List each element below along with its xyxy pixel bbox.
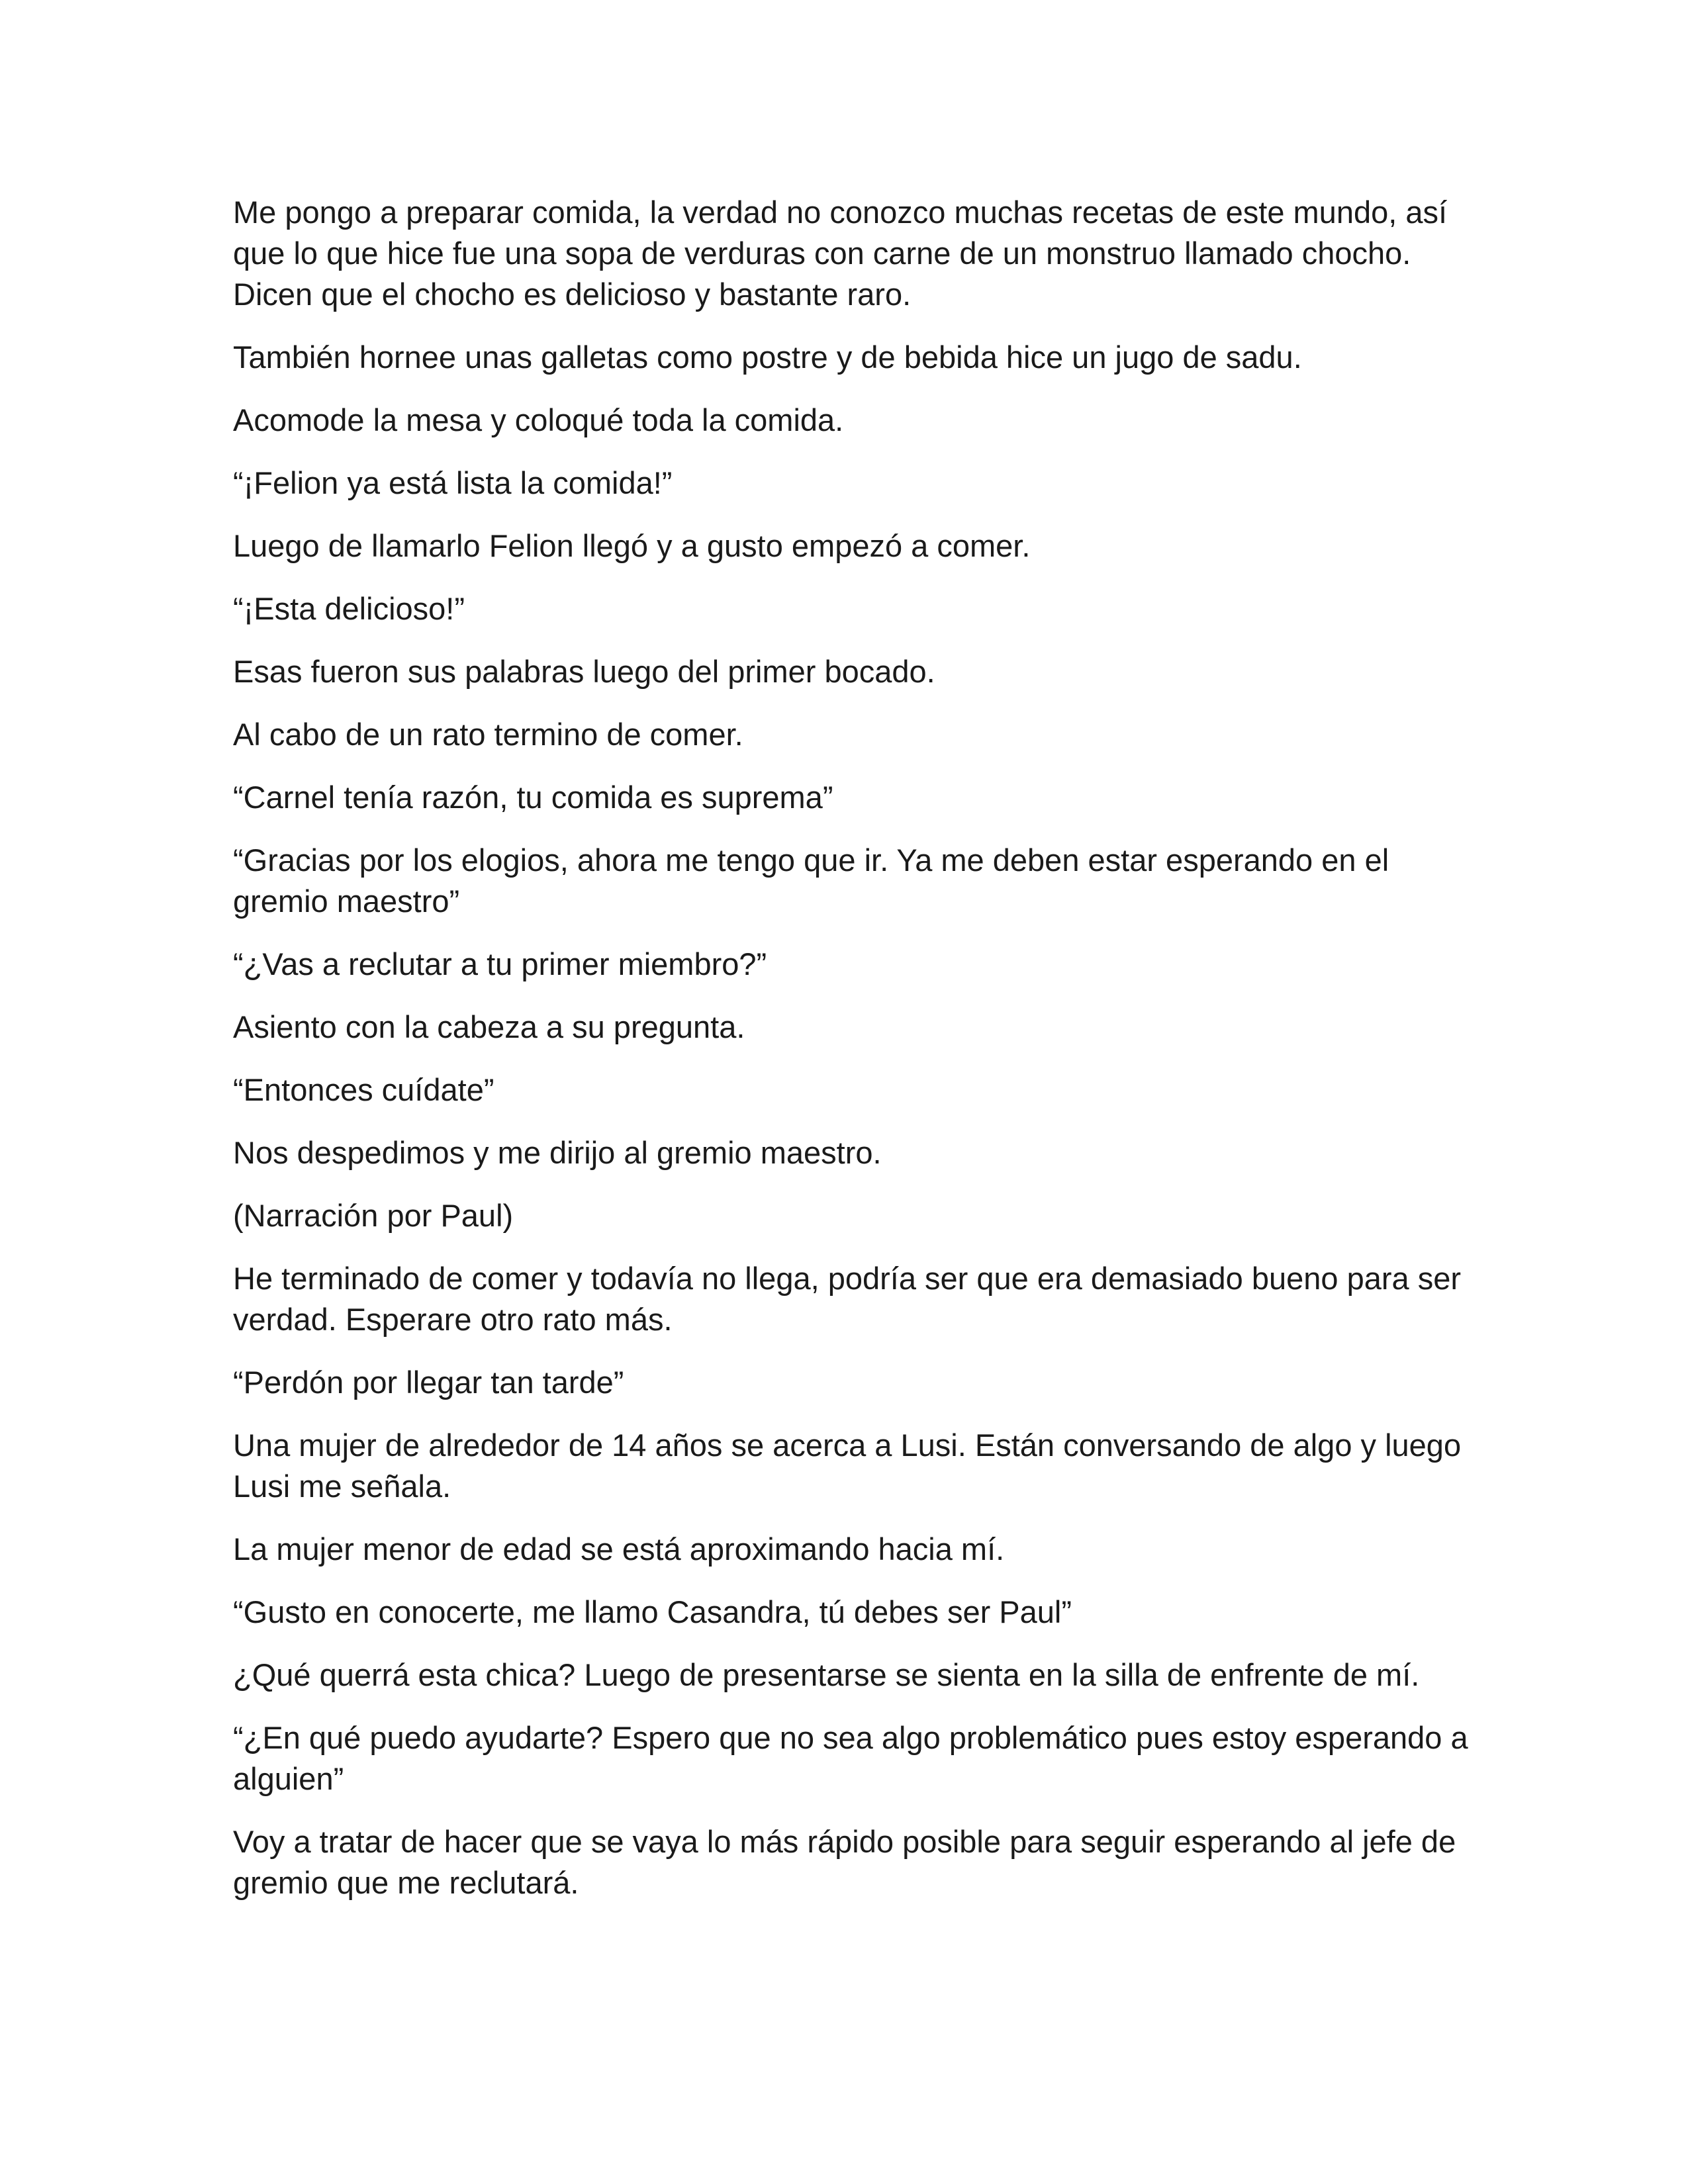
paragraph: Asiento con la cabeza a su pregunta. [233,1009,745,1044]
dialogue-line: “¡Felion ya está lista la comida!” [233,465,673,500]
dialogue-line: “¿En qué puedo ayudarte? Espero que no sea algo problemático pues estoy esperando a alguien” [233,1720,1468,1796]
dialogue-line: “¡Esta delicioso!” [233,591,465,626]
narration-heading: (Narración por Paul) [233,1198,514,1233]
dialogue-line: “Carnel tenía razón, tu comida es suprema” [233,780,833,815]
paragraph: También hornee unas galletas como postre y de bebida hice un jugo de sadu. [233,340,1302,375]
paragraph: ¿Qué querrá esta chica? Luego de presentarse se sienta en la silla de enfrente de mí. [233,1657,1420,1692]
paragraph: Luego de llamarlo Felion llegó y a gusto empezó a comer. [233,528,1031,563]
paragraph: Voy a tratar de hacer que se vaya lo más rápido posible para seguir esperando al jefe de gremio que me reclutará. [233,1824,1456,1900]
paragraph: Una mujer de alrededor de 14 años se acerca a Lusi. Están conversando de algo y luego Lusi me señala. [233,1428,1462,1504]
dialogue-line: “Gracias por los elogios, ahora me tengo que ir. Ya me deben estar esperando en el gremio maestro” [233,842,1389,919]
dialogue-line: “¿Vas a reclutar a tu primer miembro?” [233,946,767,981]
paragraph: Me pongo a preparar comida, la verdad no conozco muchas recetas de este mundo, así que lo que hice fue una sopa de verduras con carne de un monstruo llamado chocho. Dicen que el chocho es delicioso y bastante raro. [233,195,1448,312]
paragraph: Nos despedimos y me dirijo al gremio maestro. [233,1135,882,1170]
dialogue-line: “Perdón por llegar tan tarde” [233,1365,624,1400]
paragraph: La mujer menor de edad se está aproximando hacia mí. [233,1531,1005,1567]
dialogue-line: “Entonces cuídate” [233,1072,494,1107]
document-body [233,192,1477,1925]
paragraph: He terminado de comer y todavía no llega, podría ser que era demasiado bueno para ser verdad. Esperare otro rato más. [233,1261,1462,1337]
paragraph: Al cabo de un rato termino de comer. [233,717,743,752]
dialogue-line: “Gusto en conocerte, me llamo Casandra, tú debes ser Paul” [233,1594,1072,1629]
paragraph: Esas fueron sus palabras luego del primer bocado. [233,654,935,689]
paragraph: Acomode la mesa y coloqué toda la comida. [233,402,844,437]
